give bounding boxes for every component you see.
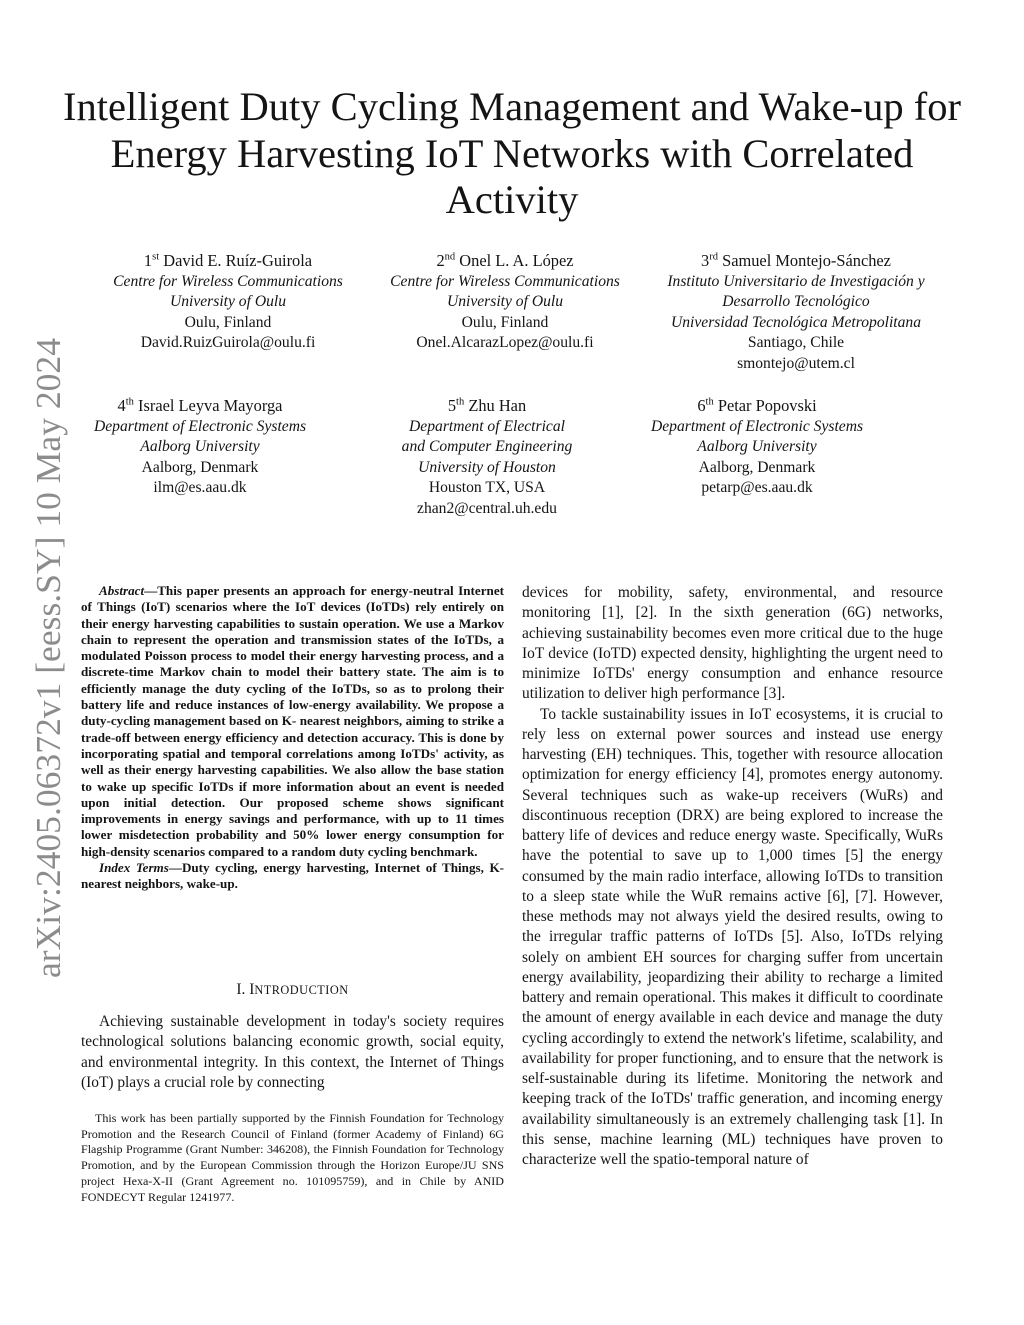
author-block-6: 6th Petar Popovski Department of Electronic Systems Aalborg University Aalborg, Denmark petarp@es.aau.dk [630,396,884,499]
author-name: David E. Ruíz-Guirola [163,251,313,270]
arxiv-id: arXiv:2405.06372v1 [eess.SY] 10 May 2024 [30,357,68,978]
author-block-3: 3rd Samuel Montejo-Sánchez Instituto Universitario de Investigación y Desarrollo Tecnológico Universidad Tecnológica Metropolitana Santiago, Chile smontejo@utem.cl [646,251,946,375]
author-email: petarp@es.aau.dk [701,479,813,497]
intro-paragraph-1: Achieving sustainable development in today's society requires technological solutions balancing economic growth, social equity, and environmental integrity. In this context, the Internet of Things (IoT) plays a crucial role by connecting [81,1013,504,1091]
abstract [81,583,504,893]
author-block-4: 4th Israel Leyva Mayorga Department of Electronic Systems Aalborg University Aalborg, Denmark ilm@es.aau.dk [72,396,328,499]
paper-title: Intelligent Duty Cycling Management and Wake-up for Energy Harvesting IoT Networks with Correlated Activity [62,84,961,222]
arxiv-stamp [8,330,68,990]
author-name: Petar Popovski [717,396,817,415]
author-name: Samuel Montejo-Sánchez [722,251,891,270]
author-email: zhan2@central.uh.edu [417,499,557,517]
author-email: smontejo@utem.cl [737,354,855,372]
author-block-5: 5th Zhu Han Department of Electrical and Computer Engineering University of Houston Houston TX, USA zhan2@central.uh.edu [362,396,612,520]
abstract-label: Abstract [99,583,145,598]
intro-paragraph-continued: devices for mobility, safety, environmental, and resource monitoring [1], [2]. In the sixth generation (6G) networks, achieving sustainability becomes even more critical due to the huge IoT device (IoTD) expected density, highlighting the urgent need to minimize IoTDs' energy consumption and enhance resource utilization to deliver high performance [3]. [522,584,943,703]
abstract-text: —This paper presents an approach for energy-neutral Internet of Things (IoT) scenarios where the IoT devices (IoTDs) rely entirely on their energy harvesting capabilities to sustain operation. We use a Markov chain to represent the operation and transmission states of the IoTDs, a modulated Poisson process to model their energy harvesting process, and a discrete-time Markov chain to model their battery state. The aim is to efficiently manage the duty cycling of the IoTDs, so as to prolong their battery life and reduce instances of low-energy availability. We propose a duty-cycling management based on K- nearest neighbors, aiming to strike a trade-off between energy efficiency and detection accuracy. This is done by incorporating spatial and temporal correlations among IoTDs' activity, as well as their energy harvesting capabilities. We also allow the base station to wake up specific IoTDs if more information about an event is needed upon initial detection. Our proposed scheme shows significant improvements in energy savings and performance, with up to 11 times lower misdetection probability and 50% lower energy consumption for high-density scenarios compared to a random duty cycling benchmark. [81,583,504,859]
author-name: Zhu Han [468,396,527,415]
author-email: ilm@es.aau.dk [153,479,247,497]
intro-paragraph-2: To tackle sustainability issues in IoT ecosystems, it is crucial to rely less on external power sources and instead use energy harvesting (EH) techniques. This, together with resource allocation optimization for energy efficiency [4], promotes energy autonomy. Several techniques such as wake-up receivers (WuRs) and discontinuous reception (DRX) are being explored to increase the battery life of devices and reduce energy waste. Specifically, WuRs have the potential to save up to 1,000 times [5] the energy consumed by the main radio interface, allowing IoTDs to transition to a sleep state while the WuR remains active [6], [7]. However, these methods may not always yield the desired results, owing to the irregular traffic patterns of IoTDs [5]. Also, IoTDs relying solely on ambient EH sources for charging suffer from uncertain energy availability, jeopardizing their ability to recharge a limited battery and remain operational. This makes it difficult to coordinate the amount of energy available in each device and manage the duty cycling accordingly to extend the network's lifetime, scalability, and availability for proper functioning, and to ensure that the network is self-sustainable during its lifetime. Monitoring the network and keeping track of the IoTDs' traffic generation, and incoming energy availability simultaneously is an extremely challenging task [1]. In this sense, machine learning (ML) techniques have proven to characterize well the spatio-temporal nature of [522,705,943,1168]
section-heading-introduction: I. INTRODUCTION [236,981,349,998]
author-block-2: 2nd Onel L. A. López Centre for Wireless Communications University of Oulu Oulu, Finland Onel.AlcarazLopez@oulu.fi [370,251,640,354]
index-terms-label: Index Terms [99,860,169,876]
author-email: Onel.AlcarazLopez@oulu.fi [416,334,594,352]
author-block-1: 1st David E. Ruíz-Guirola Centre for Wireless Communications University of Oulu Oulu, Finland David.RuizGuirola@oulu.fi [86,251,370,354]
author-name: Israel Leyva Mayorga [138,396,283,415]
author-email: David.RuizGuirola@oulu.fi [140,334,316,352]
funding-footnote: This work has been partially supported by the Finnish Foundation for Technology Promotion and the Research Council of Finland (former Academy of Finland) 6G Flagship Programme (Grant Number: 346208), the Finnish Foundation for Technology Promotion, and by the European Commission through the Horizon Europe/JU SNS project Hexa-X-II (Grant Agreement no. 101095759), and in Chile by ANID FONDECYT Regular 1241977. [81,1111,504,1204]
author-name: Onel L. A. López [459,251,574,270]
left-column-intro [81,1012,504,1093]
right-column [522,583,943,1170]
index-terms-text: —Duty cycling, energy harvesting, Internet of Things, K-nearest neighbors, wake-up. [81,860,504,892]
